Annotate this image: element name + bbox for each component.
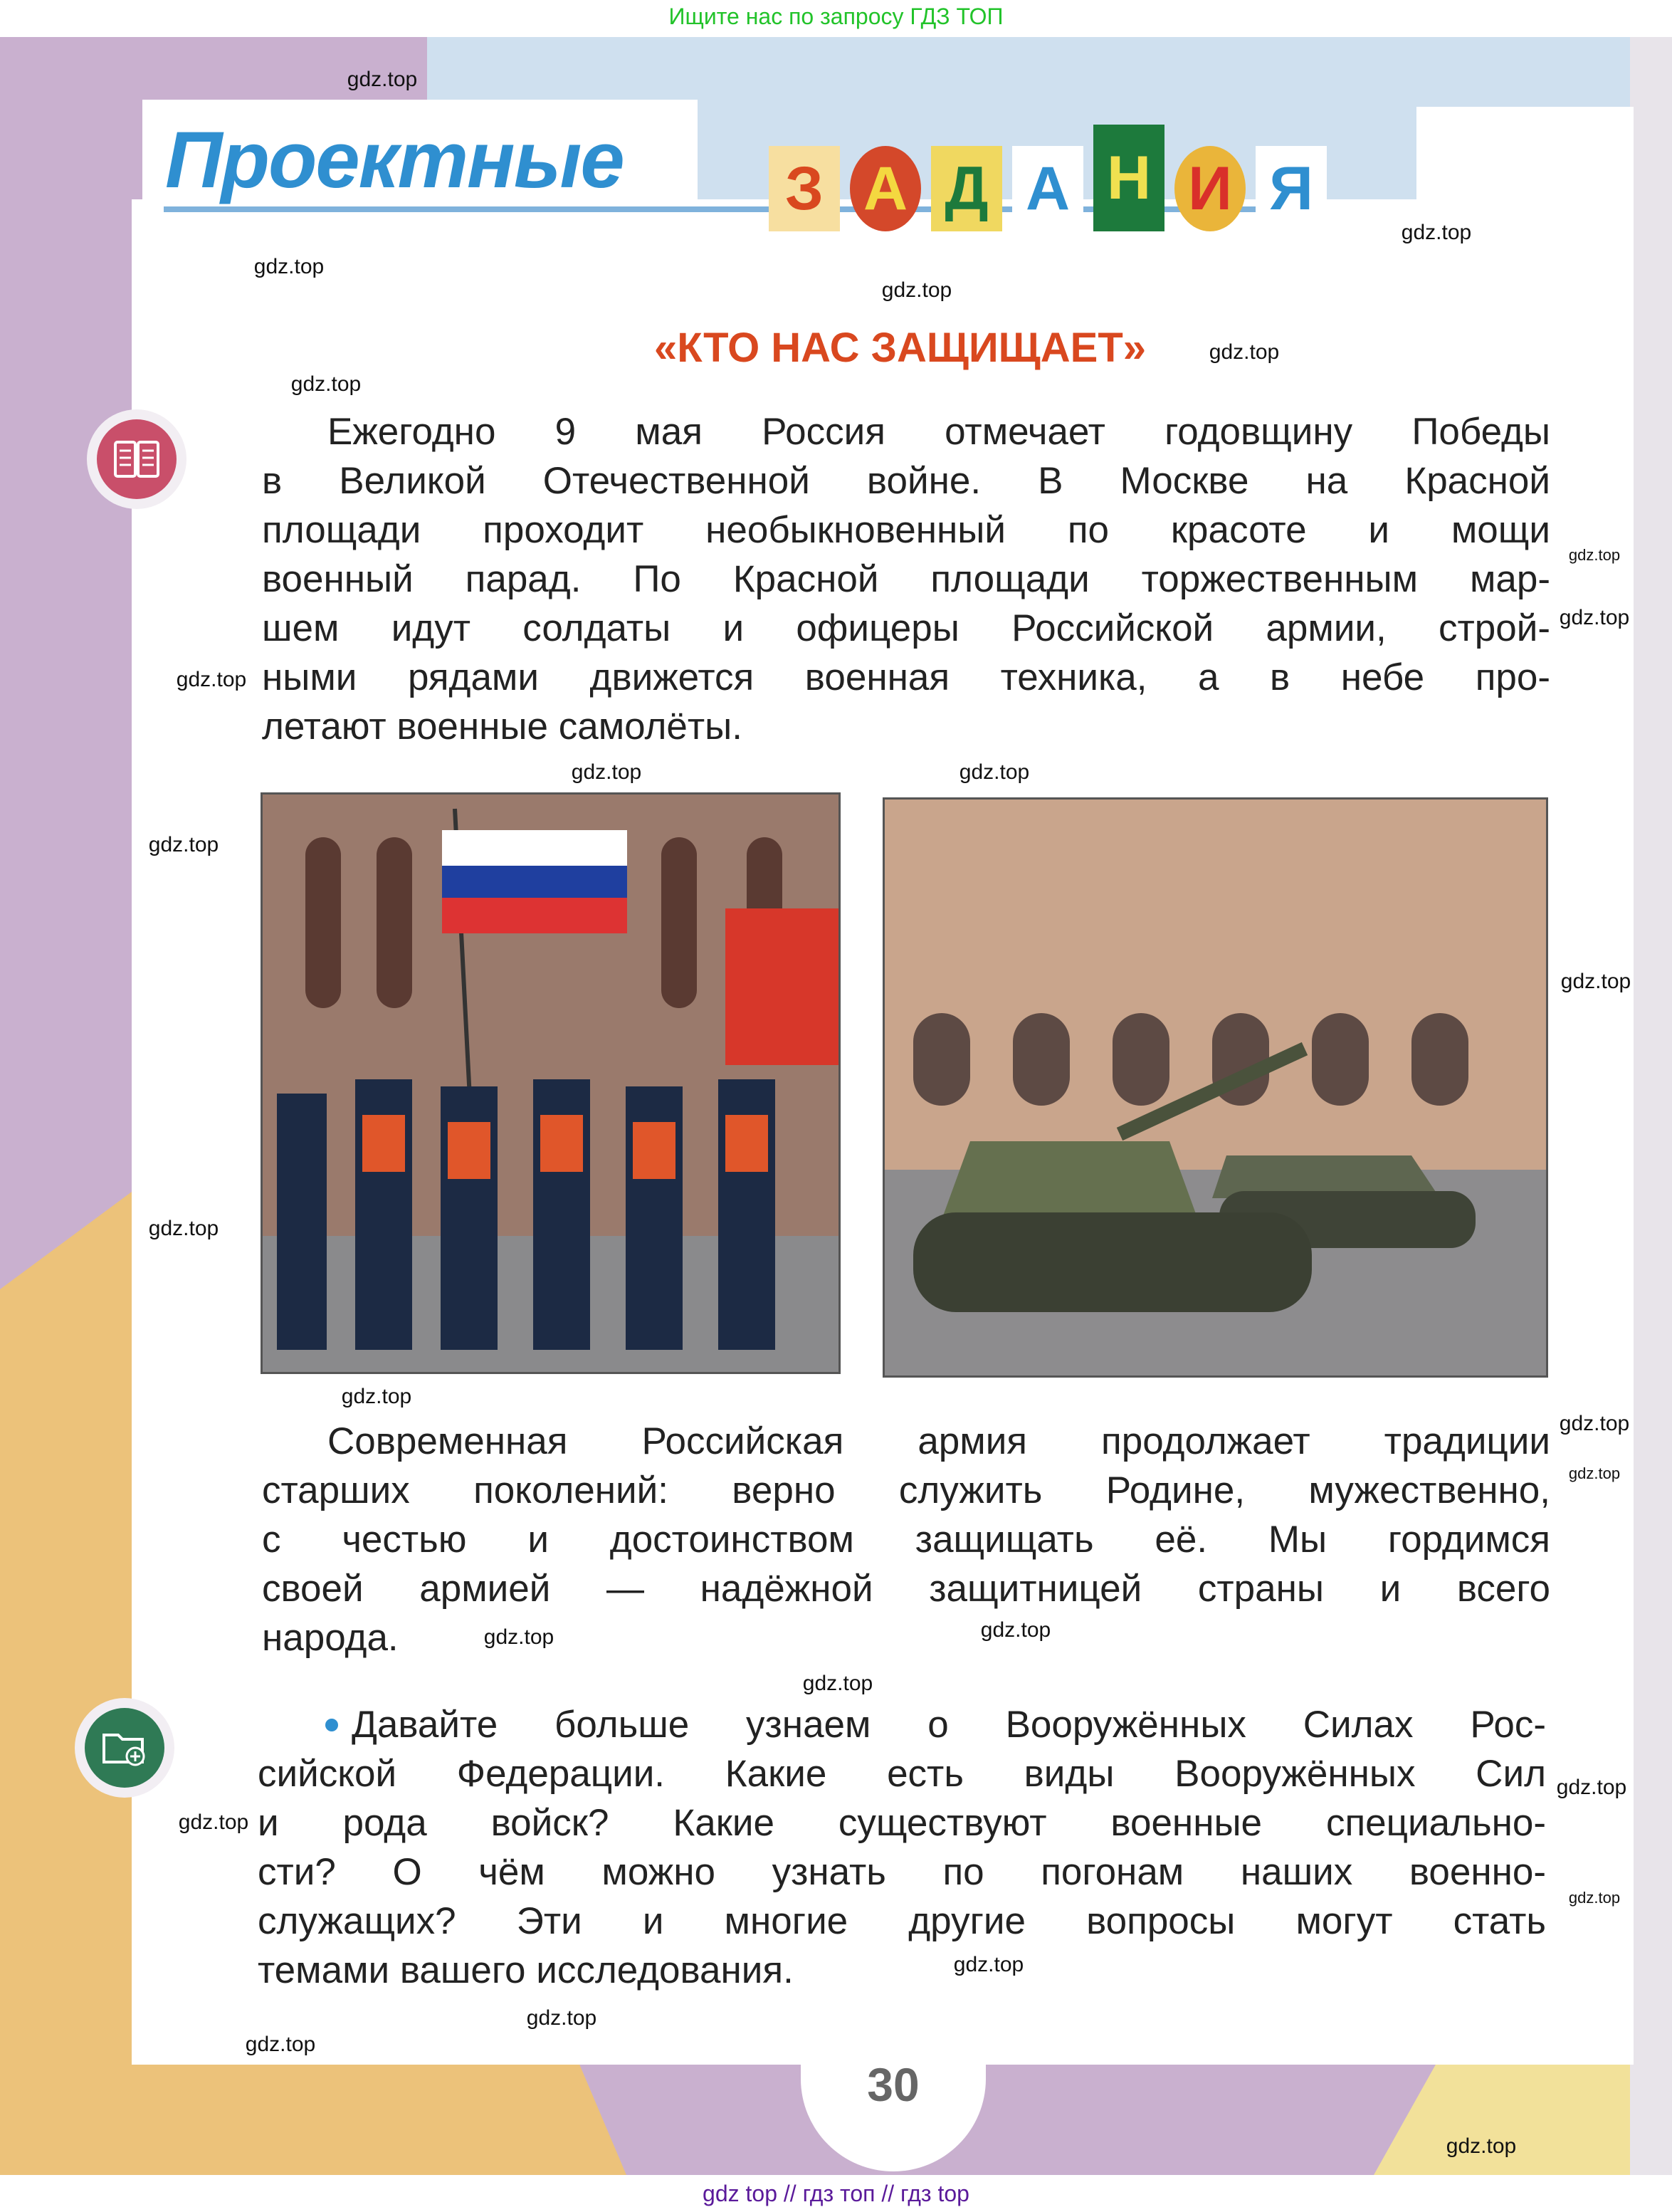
text-line: народа. [262,1617,399,1659]
title-letter-blocks [769,125,1327,231]
watermark: gdz.top [1556,1776,1627,1799]
text-line: с честью и достоинством защищать её. Мы гордимся [262,1519,1550,1561]
photo-soldiers-parade [261,792,841,1374]
text-line: и рода войск? Какие существуют военные специально- [258,1802,1546,1844]
watermark: gdz.top [341,1385,412,1408]
watermark: gdz.top [178,1810,249,1834]
text-line: сти? О чём можно узнать по погонам наших военно- [258,1851,1546,1893]
watermark: gdz.top [959,760,1030,784]
background-orange-bottom [128,2058,626,2175]
text-line: ными рядами движется военная техника, а в небе про- [262,656,1550,698]
book-icon-badge [87,409,186,509]
title-letter-block: З [769,146,840,231]
watermark: gdz.top [1209,340,1280,364]
text-line: шем идут солдаты и офицеры Российской армии, строй- [262,607,1550,649]
watermark: gdz.top [571,760,642,784]
watermark: gdz.top [347,68,418,91]
folder-icon-badge [75,1698,174,1798]
watermark: gdz.top [483,1625,554,1649]
project-title: «КТО НАС ЗАЩИЩАЕТ» [653,325,1146,371]
header-tab-right [1416,107,1634,206]
title-letter-block: Н [1093,125,1164,231]
text-line: в Великой Отечественной войне. В Москве на Красной [262,460,1550,502]
photo-tanks-parade [883,797,1548,1378]
paragraph-intro [262,407,1550,751]
watermark: gdz.top [245,2033,316,2056]
watermark: gdz.top [290,372,362,396]
text-line: своей армией — надёжной защитницей страны и всего [262,1568,1550,1610]
watermark: gdz.top [980,1618,1051,1642]
watermark: gdz.top [1560,970,1631,993]
title-letter-block: А [850,146,921,231]
watermark: gdz.top [1401,221,1472,244]
page-number: 30 [867,2058,920,2111]
watermark: gdz.top [253,255,325,278]
text-line: старших поколений: верно служить Родине, мужественно, [262,1469,1550,1511]
title-letter-block: И [1174,146,1246,231]
title-letter-block: Я [1256,146,1327,231]
paragraph-army [262,1417,1550,1662]
text-line: служащих? Эти и многие другие вопросы могут стать [258,1900,1546,1942]
watermark: gdz.top [526,2006,597,2030]
paragraph-research [258,1700,1546,1995]
watermark: gdz.top [148,833,219,856]
watermark: gdz.top [176,668,247,691]
watermark: gdz.top [1559,1412,1630,1435]
title-letter-block: А [1012,146,1083,231]
watermark: gdz.top [802,1672,873,1695]
text-line: Давайте больше узнаем о Вооружённых Силах Рос- [352,1704,1546,1746]
watermark: gdz.top [1568,546,1621,564]
text-line: Современная Российская армия продолжает традиции [327,1420,1550,1462]
text-line: летают военные самолёты. [262,706,742,748]
book-icon [97,419,177,499]
text-line: военный парад. По Красной площади торжественным мар- [262,558,1550,600]
text-line: площади проходит необыкновенный по красоте и мощи [262,509,1550,551]
folder-add-icon [85,1708,164,1788]
text-line: Ежегодно 9 мая Россия отмечает годовщину Победы [327,411,1550,453]
section-title: Проектные [165,115,624,204]
footer-links: gdz top // гдз топ // гдз top [0,2175,1672,2212]
title-letter-block: Д [931,146,1002,231]
watermark: gdz.top [1568,1464,1621,1482]
watermark: gdz.top [1446,2134,1517,2158]
text-line: сийской Федерации. Какие есть виды Вооружённых Сил [258,1753,1546,1795]
watermark: gdz.top [1568,1889,1621,1907]
watermark: gdz.top [148,1217,219,1240]
watermark: gdz.top [953,1953,1024,1976]
text-line: темами вашего исследования. [258,1949,794,1991]
watermark: gdz.top [881,278,952,302]
search-banner: Ищите нас по запросу ГДЗ ТОП [0,0,1672,37]
watermark: gdz.top [1559,606,1630,629]
